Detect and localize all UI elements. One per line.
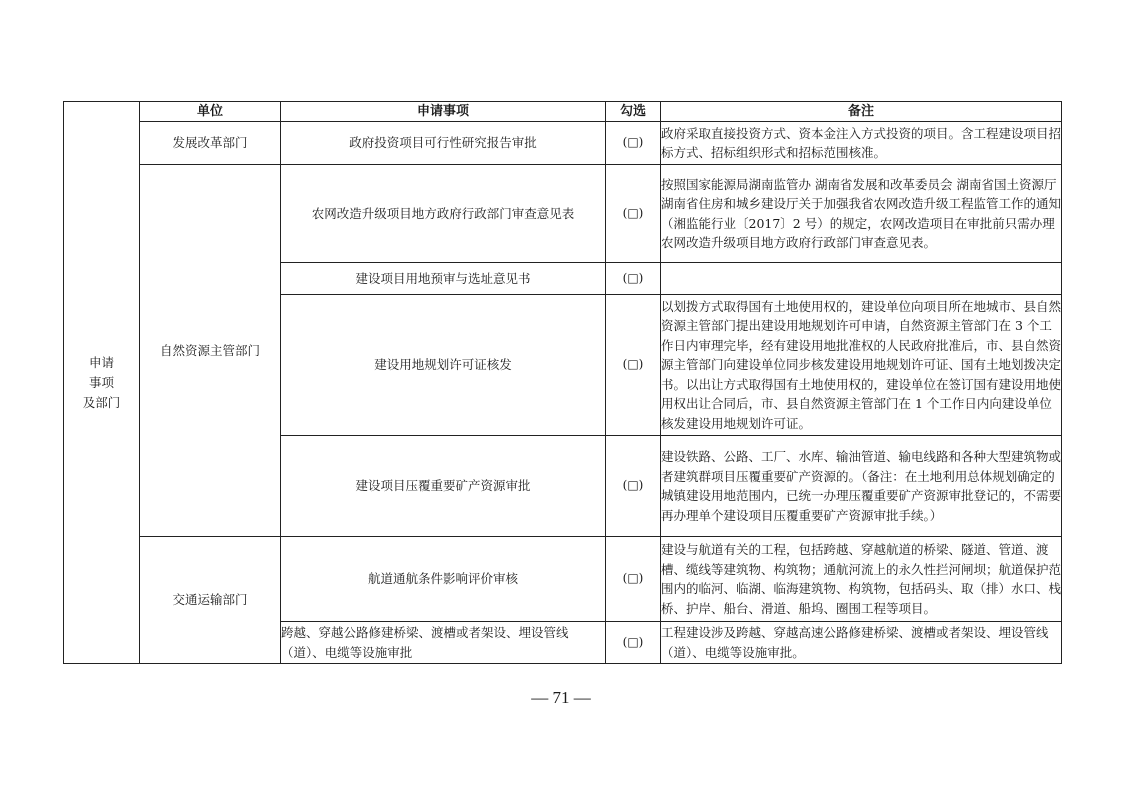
header-unit: 单位 <box>140 102 281 122</box>
remark-cell <box>661 263 1062 295</box>
checkbox-cell[interactable]: (□) <box>606 622 661 664</box>
remark-cell: 工程建设涉及跨越、穿越高速公路修建桥梁、渡槽或者架设、埋设管线（道）、电缆等设施审批。 <box>661 622 1062 664</box>
item-cell: 政府投资项目可行性研究报告审批 <box>281 122 606 165</box>
remark-cell: 建设与航道有关的工程，包括跨越、穿越航道的桥梁、隧道、管道、渡槽、缆线等建筑物、构筑物；通航河流上的永久性拦河闸坝；航道保护范围内的临河、临湖、临海建筑物、构筑物，包括码头、取（排）水口、栈桥、护岸、船台、滑道、船坞、圈围工程等项目。 <box>661 537 1062 622</box>
checkbox-cell[interactable]: (□) <box>606 263 661 295</box>
unit-cell: 发展改革部门 <box>140 122 281 165</box>
header-check: 勾选 <box>606 102 661 122</box>
unit-cell: 自然资源主管部门 <box>140 165 281 537</box>
checkbox-cell[interactable]: (□) <box>606 436 661 537</box>
checkbox-cell[interactable]: (□) <box>606 122 661 165</box>
remark-cell: 按照国家能源局湖南监管办 湖南省发展和改革委员会 湖南省国土资源厅 湖南省住房和城乡建设厅关于加强我省农网改造升级工程监管工作的通知（湘监能行业〔2017〕2 号）的规定，农网改造项目在审批前只需办理农网改造升级项目地方政府行政部门审查意见表。 <box>661 165 1062 263</box>
header-item: 申请事项 <box>281 102 606 122</box>
item-cell: 航道通航条件影响评价审核 <box>281 537 606 622</box>
item-cell: 建设项目压覆重要矿产资源审批 <box>281 436 606 537</box>
page-number: — 71 — <box>531 688 591 707</box>
unit-cell: 交通运输部门 <box>140 537 281 664</box>
remark-cell: 以划拨方式取得国有土地使用权的，建设单位向项目所在地城市、县自然资源主管部门提出建设用地规划许可申请，自然资源主管部门在 3 个工作日内审理完毕，经有建设用地批准权的人民政府批准后，市、县自然资源主管部门向建设单位同步核发建设用地规划许可证、国有土地划拨决定书。以出让方式取得国有土地使用权的，建设单位在签订国有建设用地使用权出让合同后，市、县自然资源主管部门在 1 个工作日内向建设单位核发建设用地规划许可证。 <box>661 295 1062 436</box>
table-row <box>64 122 1062 165</box>
remark-cell: 政府采取直接投资方式、资本金注入方式投资的项目。含工程建设项目招标方式、招标组织形式和招标范围核准。 <box>661 122 1062 165</box>
application-items-table <box>63 101 1062 664</box>
checkbox-cell[interactable]: (□) <box>606 295 661 436</box>
item-cell: 建设用地规划许可证核发 <box>281 295 606 436</box>
item-cell: 建设项目用地预审与选址意见书 <box>281 263 606 295</box>
item-cell: 农网改造升级项目地方政府行政部门审查意见表 <box>281 165 606 263</box>
checkbox-cell[interactable]: (□) <box>606 537 661 622</box>
item-cell: 跨越、穿越公路修建桥梁、渡槽或者架设、埋设管线（道）、电缆等设施审批 <box>281 622 606 664</box>
section-label-text: 申请 事项 及部门 <box>82 354 121 410</box>
table-row <box>64 165 1062 263</box>
section-label <box>64 102 140 664</box>
checkbox-cell[interactable]: (□) <box>606 165 661 263</box>
table-row <box>64 537 1062 622</box>
header-remark: 备注 <box>661 102 1062 122</box>
remark-cell: 建设铁路、公路、工厂、水库、输油管道、输电线路和各种大型建筑物或者建筑群项目压覆重要矿产资源的。（备注：在土地利用总体规划确定的城镇建设用地范围内，已统一办理压覆重要矿产资源审批登记的，不需要再办理单个建设项目压覆重要矿产资源审批手续。） <box>661 436 1062 537</box>
